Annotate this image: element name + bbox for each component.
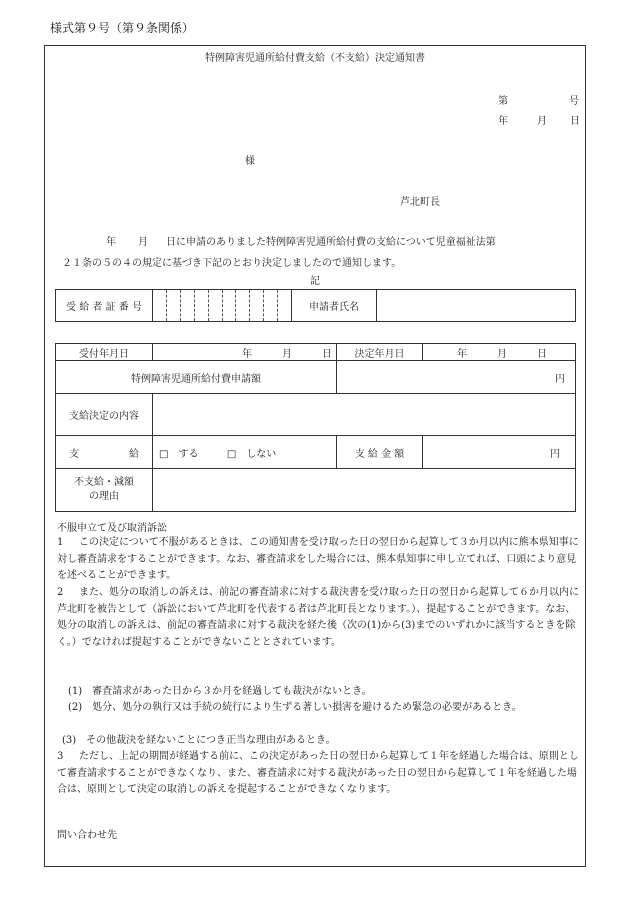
intro-month: 月 <box>138 237 148 248</box>
payment-label: 支 給 <box>56 436 153 469</box>
issue-date-day: 日 <box>570 116 580 127</box>
form-number-label: 様式第９号（第９条関係） <box>50 21 195 35</box>
received-date-field[interactable]: 年 月 日 <box>153 344 337 361</box>
decision-table <box>55 343 576 512</box>
intro-line-1 <box>106 233 496 248</box>
note-item-3-text: ただし、上記の期間が経過する前に、この決定があった日の翌日から起算して１年を経過した場合は、原則として審査請求することができなくなり、また、審査請求に対する裁決があった日の翌日から起算して１年を経過した場合は、原則として決定の取消しの訴えを提起することができなくなります。 <box>57 751 579 796</box>
document-number-suffix: 号 <box>569 96 579 107</box>
recipient-table <box>55 289 576 322</box>
claim-amount-field[interactable]: 円 <box>337 361 576 394</box>
note-item-3 <box>57 749 579 799</box>
note-item-3-number: 3 <box>57 751 64 762</box>
payment-no-checkbox[interactable]: □ しない <box>226 448 277 460</box>
note-item-1-number: 1 <box>57 537 64 548</box>
payment-amount-label: 支 給 金 額 <box>337 436 423 469</box>
note-item-2-text: また、処分の取消しの訴えは、前記の審査請求に対する裁決書を受け取った日の翌日から起算して６か月以内に芦北町を被告として（訴訟において芦北町を代表する者は芦北町長となります。）、提起することができます。なお、処分の取消しの訴えは、前記の審査請求に対する裁決を経た後（次の(1)から(3)までのいずれかに該当するときを除く。）でなければ提起することができないこととされています。 <box>57 587 579 648</box>
applicant-name-label: 申請者氏名 <box>292 290 377 322</box>
decision-date-label: 決定年月日 <box>337 344 423 361</box>
note-item-1 <box>57 535 579 585</box>
document-number-prefix: 第 <box>498 96 508 107</box>
note-sub-2: (2) 処分、処分の執行又は手続の続行により生ずる著しい損害を避けるため緊急の必要があるとき。 <box>68 702 522 713</box>
issuer-name: 芦北町長 <box>400 197 440 208</box>
note-sub-3: (3) その他裁決を経ないことにつき正当な理由があるとき。 <box>62 735 336 746</box>
recipient-id-field[interactable] <box>153 290 292 322</box>
reason-label <box>56 469 153 512</box>
intro-line-2: ２１条の５の４の規定に基づき下記のとおり決定しましたので通知します。 <box>62 258 402 269</box>
payment-options <box>153 436 337 469</box>
note-sub-1: (1) 審査請求があった日から３か月を経過しても裁決がないとき。 <box>68 686 372 697</box>
document-title: 特例障害児通所給付費支給（不支給）決定通知書 <box>205 53 425 64</box>
note-item-1-text: この決定について不服があるときは、この通知書を受け取った日の翌日から起算して３か月以内に熊本県知事に対し審査請求をすることができます。なお、審査請求をした場合には、熊本県知事に申し立てれば、口頭により意見を述べることができます。 <box>57 537 579 582</box>
received-date-label: 受付年月日 <box>56 344 153 361</box>
issue-date-year: 年 <box>498 116 508 127</box>
claim-amount-label: 特例障害児通所給付費申請額 <box>56 361 337 394</box>
payment-yes-checkbox[interactable]: □ する <box>159 448 199 460</box>
reason-label-line-1: 不支給・減額 <box>74 477 134 488</box>
intro-year: 年 <box>106 237 116 248</box>
decision-content-field[interactable] <box>153 394 576 436</box>
reason-label-line-2: の理由 <box>89 491 119 502</box>
ki-heading: 記 <box>310 276 320 287</box>
recipient-id-label: 受 給 者 証 番 号 <box>56 290 153 322</box>
issue-date-month: 月 <box>537 116 547 127</box>
reason-field[interactable] <box>153 469 576 512</box>
notes-title: 不服申立て及び取消訴訟 <box>57 523 167 534</box>
payment-amount-field[interactable]: 円 <box>423 436 576 469</box>
decision-content-label: 支給決定の内容 <box>56 394 153 436</box>
addressee-honorific: 様 <box>245 156 255 167</box>
note-item-2-number: 2 <box>57 587 64 598</box>
contact-label: 問い合わせ先 <box>57 830 117 841</box>
note-item-2 <box>57 585 579 651</box>
intro-text: 日に申請のありました特例障害児通所給付費の支給について児童福祉法第 <box>166 237 496 248</box>
applicant-name-field[interactable] <box>377 290 576 322</box>
decision-date-field[interactable]: 年 月 日 <box>423 344 576 361</box>
